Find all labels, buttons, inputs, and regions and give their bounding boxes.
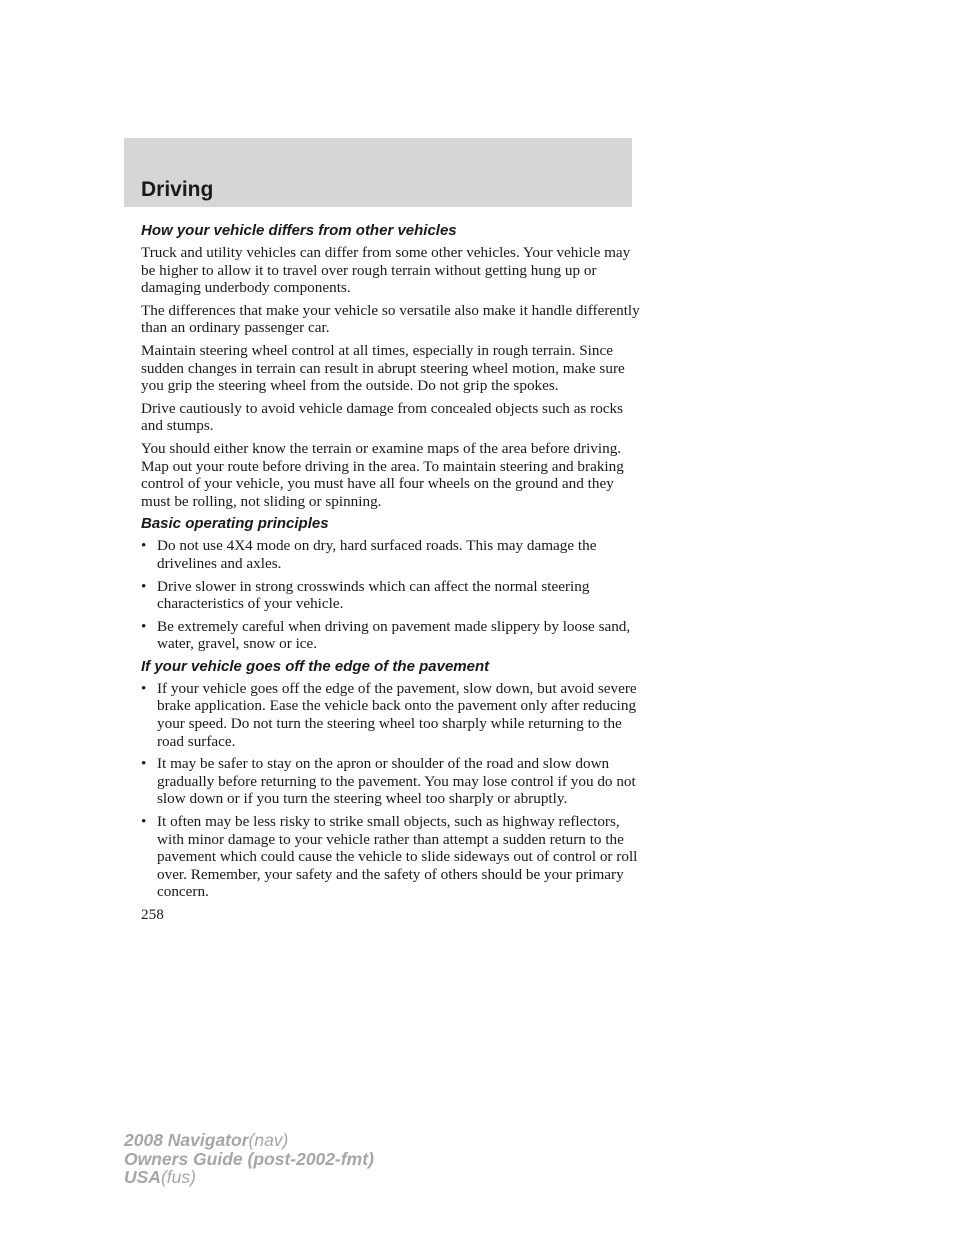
paragraph: Truck and utility vehicles can differ from some other vehicles. Your vehicle may be higher to allow it to travel over rough terrain without getting hung up or damaging underbody components.	[141, 244, 631, 297]
bullet-icon: •	[141, 755, 147, 773]
paragraph: The differences that make your vehicle so versatile also make it handle differently than an ordinary passenger car.	[141, 301, 640, 337]
list-item	[141, 680, 641, 750]
document-footer	[124, 1131, 374, 1187]
heading-off-pavement: If your vehicle goes off the edge of the pavement	[141, 657, 490, 675]
list-item	[141, 537, 641, 572]
footer-model-code: (nav)	[248, 1130, 289, 1150]
paragraph: You should either know the terrain or examine maps of the area before driving. Map out your route before driving in the area. To maintain steering and braking control of your vehicle, you must have all four wheels on the ground and they must be rolling, not sliding or spinning.	[141, 439, 624, 510]
bullet-list-operating-principles	[141, 537, 641, 653]
footer-guide-name: Owners Guide (post-2002-fmt)	[124, 1148, 374, 1169]
bullet-icon: •	[141, 813, 147, 831]
footer-model-name: 2008 Navigator	[124, 1130, 249, 1150]
paragraph: Drive cautiously to avoid vehicle damage from concealed objects such as rocks and stumps.	[141, 399, 624, 435]
heading-vehicle-differences: How your vehicle differs from other vehicles	[141, 222, 457, 239]
bullet-icon: •	[141, 577, 147, 595]
paragraph: Maintain steering wheel control at all times, especially in rough terrain. Since sudden changes in terrain can result in abrupt steering wheel motion, make sure you grip the steering wheel from the outside. Do not grip the spokes.	[141, 341, 625, 395]
page-number: 258	[141, 906, 164, 923]
list-item	[141, 813, 641, 901]
list-item-text: It may be safer to stay on the apron or shoulder of the road and slow down gradually before returning to the pavement. You may lose control if you do not slow down or if you turn the steering wheel too sharply or abruptly.	[157, 755, 636, 808]
footer-market-name: USA	[124, 1167, 161, 1187]
heading-basic-operating-principles: Basic operating principles	[141, 515, 329, 533]
list-item-text: It often may be less risky to strike small objects, such as highway reflectors, with minor damage to your vehicle rather than attempt a sudden return to the pavement which could cause the vehicle to slide sideways out of control or roll over. Remember, your safety and the safety of others should be your primary concern.	[157, 813, 638, 901]
list-item	[141, 578, 641, 613]
list-item-text: Drive slower in strong crosswinds which can affect the normal steering characteristics of your vehicle.	[157, 577, 590, 613]
list-item-text: If your vehicle goes off the edge of the pavement, slow down, but avoid severe brake application. Ease the vehicle back onto the pavement only after reducing your speed. Do not turn the steering wheel too sharply while returning to the road surface.	[157, 679, 637, 750]
page-content	[141, 222, 641, 924]
bullet-icon: •	[141, 537, 147, 555]
list-item	[141, 618, 641, 653]
list-item	[141, 755, 641, 808]
bullet-icon: •	[141, 679, 147, 697]
bullet-list-off-pavement	[141, 680, 641, 901]
footer-line-model	[124, 1131, 374, 1150]
footer-line-market	[124, 1168, 374, 1187]
section-title: Driving	[141, 178, 214, 201]
section-header-band	[124, 138, 632, 207]
list-item-text: Do not use 4X4 mode on dry, hard surfaced roads. This may damage the drivelines and axles.	[157, 537, 597, 572]
list-item-text: Be extremely careful when driving on pavement made slippery by loose sand, water, gravel, snow or ice.	[157, 617, 631, 653]
footer-market-code: (fus)	[160, 1167, 196, 1187]
bullet-icon: •	[141, 617, 147, 635]
